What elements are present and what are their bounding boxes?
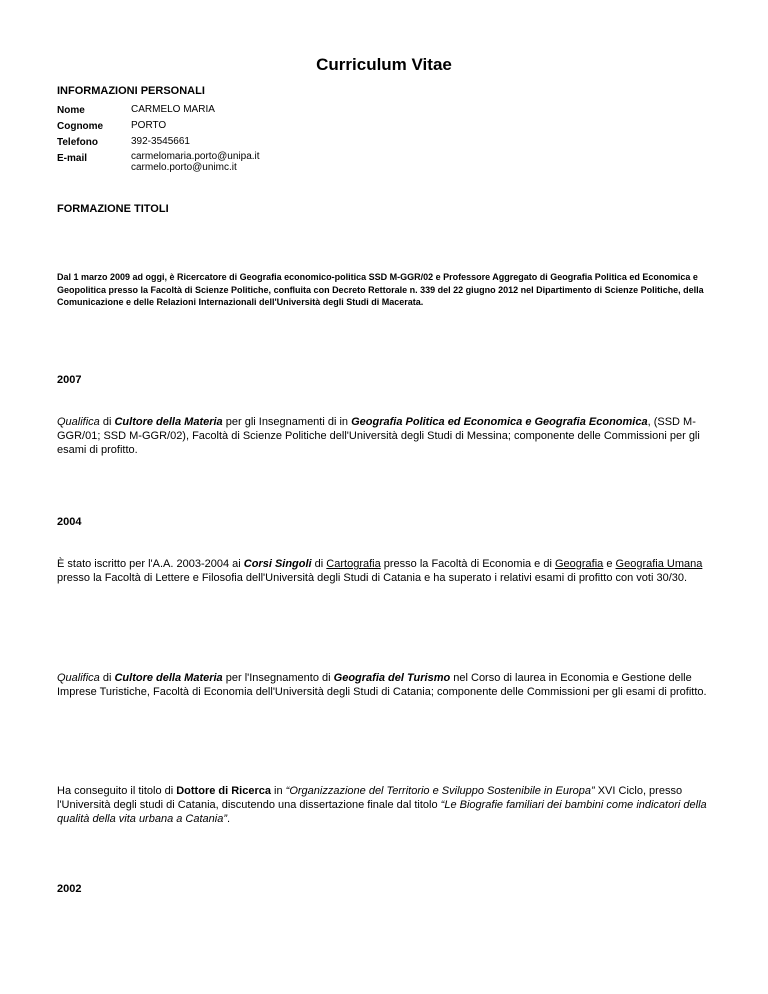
text-run: XVI Ciclo, presso l'Università degli studi di Catania, discutendo una dissertazione finale dal titolo [57,785,683,811]
text-run: Dottore di Ricerca [176,785,271,797]
text-run: Geografia Politica ed Economica e Geografia Economica [351,416,648,428]
label-cognome: Cognome [57,121,104,132]
text-run: presso la Facoltà di Lettere e Filosofia dell'Università degli Studi di Catania e ha superato i relativi esami di profitto con voti 30/30. [57,572,688,584]
text-run: Ha conseguito il titolo di [57,785,177,797]
text-run: Cultore della Materia [114,416,223,428]
page-title: Curriculum Vitae [316,55,452,74]
text-run: “Organizzazione del Territorio e Sviluppo Sostenibile in Europa” [285,785,595,797]
text-run: di [99,416,115,428]
value-cognome: PORTO [131,120,167,131]
text-run: È stato iscritto per l'A.A. 2003-2004 ai [57,558,244,570]
year-2002: 2002 [57,883,82,895]
year-2007: 2007 [57,374,82,386]
text-run: Geografia [554,558,604,570]
text-run: presso la Facoltà di Economia e di [380,558,555,570]
value-email-2: carmelo.porto@unimc.it [131,162,237,173]
section-heading-personal: INFORMAZIONI PERSONALI [57,85,205,97]
text-run: Geografia del Turismo [333,672,451,684]
text-run: “Le Biografie familiari dei bambini come indicatori della qualità della vita urbana a Catania” [57,799,707,825]
text-run: per l'Insegnamento di [222,672,334,684]
paragraph-2004-corsi [57,557,717,585]
text-run: . [227,813,231,825]
value-email-1: carmelomaria.porto@unipa.it [131,151,260,162]
text-run: e [603,558,616,570]
text-run: Geografia Umana [615,558,703,570]
text-run: Cartografia [326,558,381,570]
text-run: Qualifica [57,416,100,428]
label-email: E-mail [57,153,88,164]
text-run: Qualifica [57,672,100,684]
formazione-intro: Dal 1 marzo 2009 ad oggi, è Ricercatore di Geografia economico-politica SSD M-GGR/02 e Professore Aggregato di Geografia Politica ed Economica e Geopolitica presso la Facoltà di Scienze Politiche, confluita con Decreto Rettorale n. 339 del 22 giugno 2012 nel Dipartimento di Scienze Politiche, della Comunicazione e delle Relazioni Internazionali dell'Università degli Studi di Macerata. [57,272,704,307]
value-nome: CARMELO MARIA [131,104,215,115]
text-run: di [99,672,115,684]
text-run: nel Corso di laurea in Economia e Gestione delle Imprese Turistiche, Facoltà di Economia dell'Università degli Studi di Catania; componente delle Commissioni per gli esami di profitto. [57,672,707,698]
section-heading-formazione: FORMAZIONE TITOLI [57,203,169,215]
text-run: Cultore della Materia [114,672,223,684]
paragraph-2004-cultore [57,671,717,699]
year-2004: 2004 [57,516,82,528]
text-run: Corsi Singoli [243,558,312,570]
text-run: in [270,785,286,797]
value-telefono: 392-3545661 [131,136,190,147]
paragraph-2007 [57,415,717,457]
text-run: per gli Insegnamenti di in [222,416,352,428]
paragraph-2004-dottorato [57,784,717,826]
label-telefono: Telefono [57,137,98,148]
text-run: di [311,558,327,570]
label-nome: Nome [57,105,85,116]
text-run: , (SSD M-GGR/01; SSD M-GGR/02), Facoltà di Scienze Politiche dell'Università degli Studi di Messina; componente delle Commissioni per gli esami di profitto. [57,416,700,456]
